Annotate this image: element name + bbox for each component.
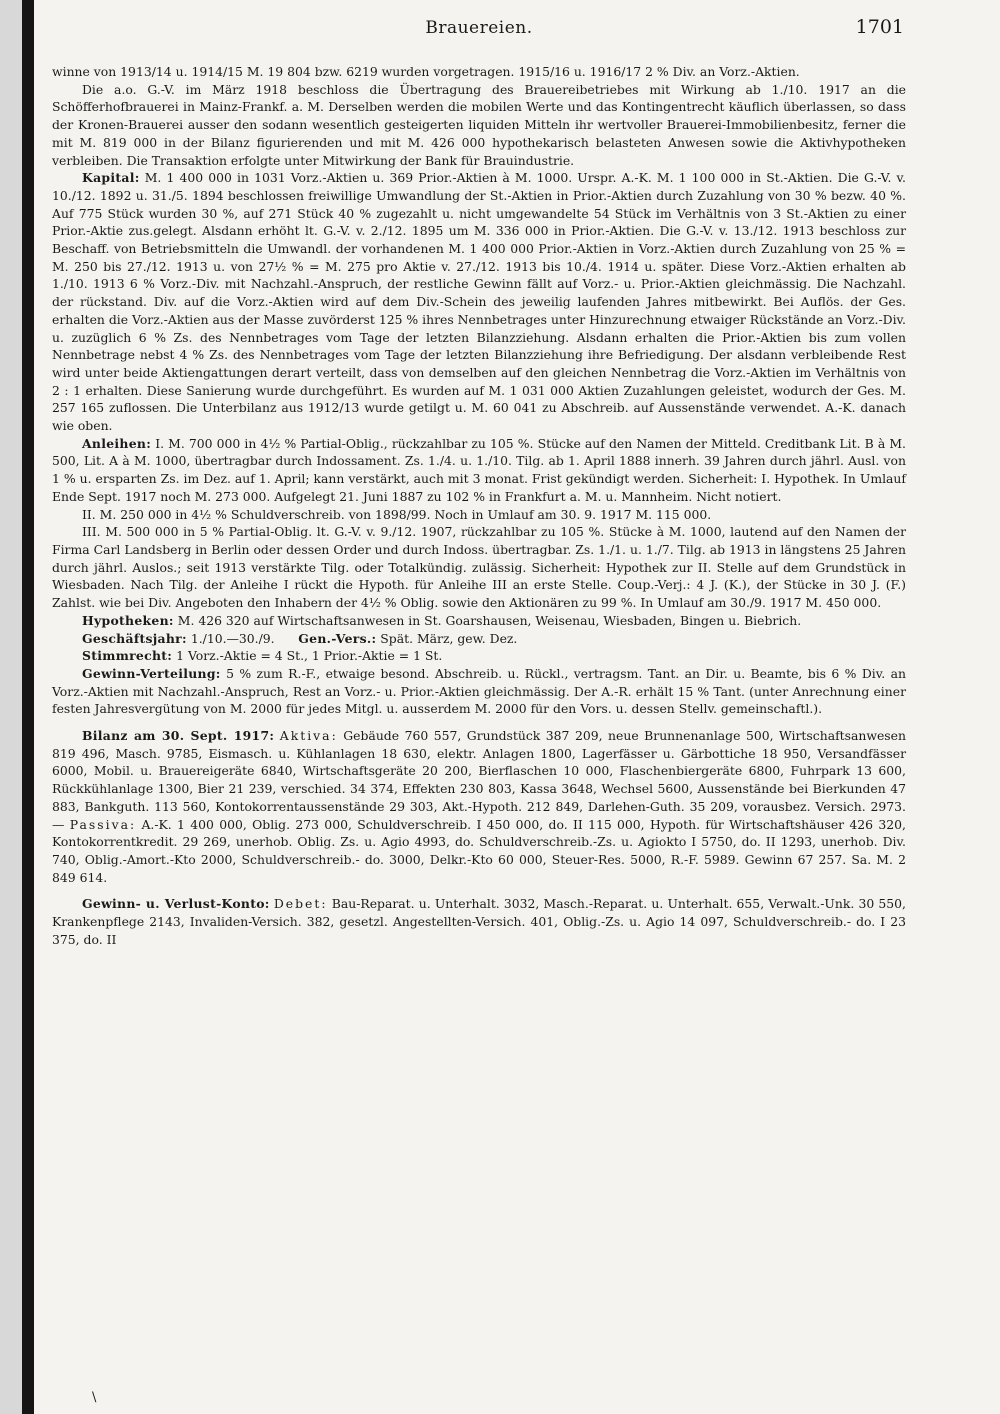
paragraph-bilanz [52, 727, 906, 886]
paragraph-stimmrecht [52, 647, 906, 665]
paragraph-text: A.-K. 1 400 000, Oblig. 273 000, Schuldverschreib. I 450 000, do. II 115 000, Hypoth. für Wirtschaftshäuser 426 320, Kontokorrentkredit. 29 269, unerhob. Oblig. Zs. u. Agio 4993, do. Schuldverschreib.-Zs. u. Agiokto I 5750, do. II 1293, unerhob. Div. 740, Oblig.-Amort.-Kto 2000, Schuldverschreib.- do. 3000, Delkr.-Kto 60 000, Steuer-Res. 5000, R.-F. 5989. Gewinn 67 257. Sa. M. 2 849 614. [52, 816, 906, 885]
section-heading: Anleihen: [82, 435, 152, 451]
paragraph-transfer [52, 81, 906, 170]
paragraph-text: I. M. 700 000 in 4½ % Partial-Oblig., rückzahlbar zu 105 %. Stücke auf den Namen der Mitteld. Creditbank Lit. B à M. 500, Lit. A à M. 1000, übertragbar durch Indossament. Zs. 1./4. u. 1./10. Tilg. ab 1. April 1888 innerh. 39 Jahren durch jährl. Ausl. von 1 % u. ersparten Zs. im Dez. auf 1. April; kann verstärkt, auch mit 3 monat. Frist gekündigt werden. Sicherheit: I. Hypothek. In Umlauf Ende Sept. 1917 noch M. 273 000. Aufgelegt 21. Juni 1887 zu 102 % in Frankfurt a. M. u. Mannheim. Nicht notiert. [52, 435, 906, 504]
paragraph-kapital [52, 169, 906, 435]
section-heading: Bilanz am 30. Sept. 1917: [82, 728, 275, 744]
section-heading: Gewinn-Verteilung: [82, 665, 221, 681]
paragraph-text: 5 % zum R.-F., etwaige besond. Abschreib. u. Rückl., vertragsm. Tant. an Dir. u. Beamte, bis 6 % Div. an Vorz.-Aktien mit Nachzahl.-Anspruch, Rest an Vorz.- u. Prior.-Aktien gleichmässig. Der A.-R. erhält 15 % Tant. (unter Anrechnung einer festen Jahresvergütung von M. 2000 für jedes Mitgl. u. ausserdem M. 2000 für den Vors. u. dessen Stellv. gemeinschaftl.). [52, 665, 906, 717]
section-subheading: Passiva: [69, 816, 137, 832]
paragraph-text: M. 426 320 auf Wirtschaftsanwesen in St. Goarshausen, Weisenau, Wiesbaden, Bingen u. Biebrich. [177, 612, 802, 628]
section-heading: Gewinn- u. Verlust-Konto: [82, 896, 270, 912]
paragraph-text: Bau-Reparat. u. Unterhalt. 3032, Masch.-Reparat. u. Unterhalt. 655, Verwalt.-Unk. 30 550, Krankenpflege 2143, Invaliden-Versich. 382, gesetzl. Angestellten-Versich. 401, Oblig.-Zs. u. Agio 14 097, Schuldverschreib.- do. I 23 375, do. II [52, 896, 906, 947]
paragraph-anleihe-3 [52, 523, 906, 612]
paragraph-hypotheken [52, 612, 906, 630]
paragraph-gewinn-verlust [52, 895, 906, 948]
page-title: Brauereien. [425, 18, 533, 38]
paragraph-text: 1./10.—30./9. [190, 630, 275, 646]
stray-mark: \ [92, 1390, 97, 1405]
body-text [52, 63, 906, 948]
section-subheading: Debet: [273, 896, 328, 912]
page-number: 1701 [855, 16, 904, 38]
paragraph-text: winne von 1913/14 u. 1914/15 M. 19 804 bzw. 6219 wurden vorgetragen. 1915/16 u. 1916/17 2 % Div. an Vorz.-Aktien. [52, 64, 800, 79]
paragraph-text: II. M. 250 000 in 4½ % Schuldverschreib. von 1898/99. Noch in Umlauf am 30. 9. 1917 M. 115 000. [82, 506, 712, 522]
running-head [54, 18, 904, 44]
paragraph-text: M. 1 400 000 in 1031 Vorz.-Aktien u. 369 Prior.-Aktien à M. 1000. Urspr. A.-K. M. 1 100 000 in St.-Aktien. Die G.-V. v. 10./12. 1892 u. 31./5. 1894 beschlossen freiwillige Umwandlung der St.-Aktien in Prior.-Aktien durch Zuzahlung von 30 % bezw. 40 %. Auf 775 Stück wurden 30 %, auf 271 Stück 40 % zugezahlt u. nicht umgewandelte 54 Stück im Verhältnis von 3 St.-Aktien zu einer Prior.-Aktie zus.gelegt. Alsdann erhöht lt. G.-V. v. 2./12. 1895 um M. 336 000 in Prior.-Aktien. Die G.-V. v. 13./12. 1913 beschloss zur Beschaff. von Betriebsmitteln die Umwandl. der vorhandenen M. 1 400 000 Prior.-Aktien in Vorz.-Aktien durch Zuzahlung von 25 % = M. 250 bis 27./12. 1913 u. von 27½ % = M. 275 pro Aktie v. 27./12. 1913 bis 10./4. 1914 u. später. Diese Vorz.-Aktien erhalten ab 1./10. 1913 6 % Vorz.-Div. mit Nachzahl.-Anspruch, der restliche Gewinn fällt auf Vorz.- u. Prior.-Aktien gleichmässig. Die Nachzahl. der rückstand. Div. auf die Vorz.-Aktien wird auf dem Div.-Schein des jeweilig laufenden Jahres mitbewirkt. Bei Auflös. der Ges. erhalten die Vorz.-Aktien aus der Masse zuvörderst 125 % ihres Nennbetrages unter Hinzurechnung etwaiger Rückstände an Vorz.-Div. u. zuzüglich 6 % Zs. des Nennbetrages vom Tage der letzten Bilanzziehung. Alsdann erhalten die Prior.-Aktien bis zum vollen Nennbetrage nebst 4 % Zs. des Nennbetrages vom Tage der letzten Bilanzziehung ihre Befriedigung. Der alsdann verbleibende Rest wird unter beide Aktiengattungen derart verteilt, dass von demselben auf den gleichen Nennbetrag die Vorz.-Aktien im Verhältnis von 2 : 1 erhalten. Diese Sanierung wurde durchgeführt. Es wurden auf M. 1 031 000 Aktien Zuzahlungen geleistet, wodurch der Ges. M. 257 165 zuflossen. Die Unterbilanz aus 1912/13 wurde getilgt u. M. 60 041 zu Abschreib. auf Aussenstände verwendet. A.-K. danach wie oben. [52, 170, 906, 434]
paragraph-dividend-carryover [52, 63, 906, 81]
paragraph-text: 1 Vorz.-Aktie = 4 St., 1 Prior.-Aktie = 1 St. [176, 648, 443, 664]
section-heading: Stimmrecht: [82, 648, 173, 664]
paragraph-text: Gebäude 760 557, Grundstück 387 209, neue Brunnenanlage 500, Wirtschaftsanwesen 819 496, Masch. 9785, Eismasch. u. Kühlanlagen 18 630, elektr. Anlagen 1800, Lagerfässer u. Gärbottiche 18 950, Versandfässer 6000, Mobil. u. Brauereigeräte 6840, Wirtschaftsgeräte 20 200, Bierflaschen 10 000, Flaschenbiergeräte 6800, Fuhrpark 13 600, Rückkühlanlage 1300, Bier 21 239, verschied. 34 374, Effekten 230 803, Kassa 3648, Wechsel 5600, Aussenstände bei Bierkunden 47 883, Bankguth. 113 560, Kontokorrentaussenstände 29 303, Akt.-Hypoth. 212 849, Darlehen-Guth. 35 209, vorausbez. Versich. 2973. — [52, 728, 906, 832]
section-heading: Gen.-Vers.: [298, 630, 377, 646]
scan-edge [22, 0, 34, 1414]
section-heading: Geschäftsjahr: [82, 630, 187, 646]
paragraph-geschaeftsjahr [52, 630, 906, 648]
paragraph-text: III. M. 500 000 in 5 % Partial-Oblig. lt. G.-V. v. 9./12. 1907, rückzahlbar zu 105 %. Stücke à M. 1000, lautend auf den Namen der Firma Carl Landsberg in Berlin oder dessen Order und durch Indoss. übertragbar. Zs. 1./1. u. 1./7. Tilg. ab 1913 in längstens 25 Jahren durch jährl. Auslos.; seit 1913 verstärkte Tilg. oder Totalkündig. zulässig. Sicherheit: Hypothek zur II. Stelle auf dem Grundstück in Wiesbaden. Nach Tilg. der Anleihe I rückt die Hypoth. für Anleihe III an erste Stelle. Coup.-Verj.: 4 J. (K.), der Stücke in 30 J. (F.) Zahlst. wie bei Div. Angeboten den Inhabern der 4½ % Oblig. sowie den Aktionären zu 99 %. In Umlauf am 30./9. 1917 M. 450 000. [52, 524, 906, 611]
section-heading: Hypotheken: [82, 612, 174, 628]
section-heading: Kapital: [82, 170, 140, 186]
section-subheading: Aktiva: [279, 728, 338, 744]
paragraph-gewinn-verteilung [52, 665, 906, 718]
paragraph-anleihe-2 [52, 506, 906, 524]
paragraph-text: Die a.o. G.-V. im März 1918 beschloss die Übertragung des Brauereibetriebes mit Wirkung ab 1./10. 1917 an die Schöfferhofbrauerei in Mainz-Frankf. a. M. Derselben werden die mobilen Werte und das Kontingentrecht käuflich überlassen, so dass der Kronen-Brauerei ausser den sodann wesentlich gesteigerten liquiden Mitteln ihr wertvoller Brauerei-Immobilienbesitz, ferner die mit M. 819 000 in der Bilanz figurierenden und mit M. 426 000 hypothekarisch belasteten Anwesen sowie die Aktivhypotheken verbleiben. Die Transaktion erfolgte unter Mitwirkung der Bank für Brauindustrie. [52, 81, 906, 168]
paragraph-text: Spät. März, gew. Dez. [380, 630, 518, 646]
paragraph-anleihen [52, 435, 906, 506]
